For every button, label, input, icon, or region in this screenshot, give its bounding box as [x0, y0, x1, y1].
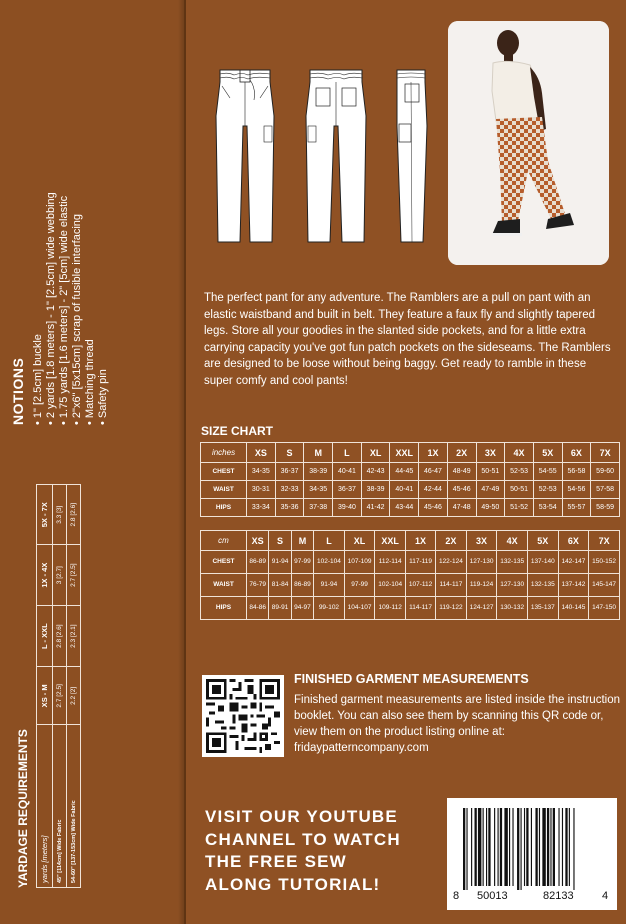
measure-value: 76-79: [247, 574, 269, 597]
measure-value: 30-31: [247, 481, 276, 499]
measure-value: 54-56: [562, 481, 591, 499]
measure-value: 107-112: [406, 574, 436, 597]
measure-value: 127-130: [466, 551, 497, 574]
fold-line: [184, 0, 186, 924]
measure-value: 37-38: [304, 499, 333, 517]
notion-item: • Matching thread: [84, 125, 97, 425]
measure-value: 81-84: [269, 574, 291, 597]
barcode-bar: [471, 808, 472, 886]
youtube-callout-line: ALONG TUTORIAL!: [205, 874, 381, 894]
size-unit-label: inches: [201, 443, 247, 463]
notion-item: • 2 yards [1.8 meters] - 1" [2.5cm] wide webbing: [45, 125, 58, 425]
yardage-row: [67, 485, 81, 888]
measure-value: 34-35: [304, 481, 333, 499]
size-header: 3X: [466, 531, 497, 551]
youtube-callout-line: THE FREE SEW: [205, 852, 347, 871]
measure-value: 40-41: [333, 463, 362, 481]
measure-value: 119-124: [466, 574, 497, 597]
barcode-bar: [562, 808, 563, 886]
barcode-bar: [547, 808, 549, 886]
size-header: 5X: [533, 443, 562, 463]
size-header: XXL: [390, 443, 419, 463]
measure-value: 132-135: [497, 551, 528, 574]
notion-item: • Safety pin: [97, 125, 110, 425]
barcode-bar: [483, 808, 484, 886]
size-chart-inches: [200, 442, 620, 517]
size-header: 1X: [419, 443, 448, 463]
barcode-digits: 82133: [543, 890, 574, 902]
size-header: 6X: [562, 443, 591, 463]
measure-label: WAIST: [201, 574, 247, 597]
size-header: XS: [247, 443, 276, 463]
barcode-bar: [524, 808, 525, 886]
barcode-bar: [526, 808, 528, 886]
measure-value: 97-99: [291, 551, 313, 574]
measure-value: 58-59: [591, 499, 620, 517]
barcode-bar: [509, 808, 510, 886]
measure-value: 41-42: [361, 499, 390, 517]
fabric-width-label: 54-60" [137-153cm] Wide Fabric: [67, 725, 81, 888]
notion-item: • 1.75 yards [1.6 meters] - 2" [5cm] wide elastic: [58, 125, 71, 425]
barcode-bar: [498, 808, 499, 886]
measure-value: 132-135: [527, 574, 558, 597]
size-row-chest: [201, 551, 620, 574]
barcode-bar: [478, 808, 481, 886]
size-header: 1X: [406, 531, 436, 551]
measure-value: 122-124: [436, 551, 467, 574]
notion-item: • 2"x6" [5x15cm] scrap of fusible interfacing: [71, 125, 84, 425]
measure-value: 40-41: [390, 481, 419, 499]
yardage-value: 2.8 [2.6]: [67, 485, 81, 545]
size-header: XL: [344, 531, 375, 551]
notion-item: • 1" [2.5cm] buckle: [32, 125, 45, 425]
barcode-bar: [531, 808, 532, 886]
measure-value: 56-58: [562, 463, 591, 481]
measure-value: 86-89: [247, 551, 269, 574]
size-header: L: [314, 531, 345, 551]
qr-code[interactable]: [202, 675, 284, 757]
measure-value: 57-58: [591, 481, 620, 499]
measure-value: 127-130: [497, 574, 528, 597]
yardage-value: 2.7 [2.5]: [67, 545, 81, 605]
notions-title: NOTIONS: [10, 357, 26, 425]
measure-value: 124-127: [466, 597, 497, 620]
notions-list: [32, 125, 110, 425]
yardage-section: [16, 484, 81, 888]
yardage-row: [53, 485, 67, 888]
measure-value: 135-137: [527, 597, 558, 620]
measure-value: 36-37: [333, 481, 362, 499]
measure-value: 34-35: [247, 463, 276, 481]
barcode-bar: [542, 808, 545, 886]
measure-value: 47-48: [447, 499, 476, 517]
barcode-bar: [517, 808, 519, 890]
measure-value: 36-37: [275, 463, 304, 481]
finished-measurements-title: FINISHED GARMENT MEASUREMENTS: [294, 672, 529, 686]
measure-value: 140-145: [558, 597, 589, 620]
measure-value: 52-53: [505, 463, 534, 481]
yardage-size-header: L - XXL: [37, 605, 53, 667]
measure-value: 150-152: [589, 551, 620, 574]
yardage-size-header: 1X - 4X: [37, 545, 53, 605]
yardage-title: YARDAGE REQUIREMENTS: [16, 729, 30, 888]
measure-value: 45-46: [419, 499, 448, 517]
barcode-bar: [504, 808, 507, 886]
measure-value: 47-49: [476, 481, 505, 499]
measure-value: 114-117: [406, 597, 436, 620]
size-row-hips: [201, 499, 620, 517]
measure-value: 107-109: [344, 551, 375, 574]
youtube-callout-line: CHANNEL TO WATCH: [205, 829, 401, 849]
measure-value: 50-51: [505, 481, 534, 499]
measure-label: HIPS: [201, 597, 247, 620]
measure-value: 55-57: [562, 499, 591, 517]
barcode-bar: [569, 808, 570, 886]
measure-value: 44-45: [390, 463, 419, 481]
size-header: S: [269, 531, 291, 551]
size-header: 4X: [505, 443, 534, 463]
yardage-value: 2.3 [2.1]: [67, 605, 81, 667]
size-header: S: [275, 443, 304, 463]
size-row-chest: [201, 463, 620, 481]
size-unit-label: cm: [201, 531, 247, 551]
measure-value: 117-119: [406, 551, 436, 574]
measure-value: 84-86: [247, 597, 269, 620]
barcode-bar: [494, 808, 495, 886]
measure-value: 89-91: [269, 597, 291, 620]
measure-value: 130-132: [497, 597, 528, 620]
size-header: XXL: [375, 531, 406, 551]
barcode-number: [447, 888, 617, 908]
measure-value: 51-52: [505, 499, 534, 517]
measure-value: 91-94: [269, 551, 291, 574]
measure-value: 145-147: [589, 574, 620, 597]
yardage-value: 3.3 [3]: [53, 485, 67, 545]
measure-value: 53-54: [533, 499, 562, 517]
measure-value: 42-44: [419, 481, 448, 499]
yardage-size-header: XS - M: [37, 667, 53, 725]
size-header-row: [201, 531, 620, 551]
measure-value: 39-40: [333, 499, 362, 517]
measure-value: 109-112: [375, 597, 406, 620]
measure-value: 59-60: [591, 463, 620, 481]
barcode-bar: [553, 808, 555, 886]
measure-value: 97-99: [344, 574, 375, 597]
pants-front-sketch: [214, 66, 276, 250]
pants-back-sketch: [304, 66, 368, 250]
size-chart-cm: [200, 530, 620, 620]
size-header: 2X: [447, 443, 476, 463]
size-header: XL: [361, 443, 390, 463]
size-header: 6X: [558, 531, 589, 551]
barcode-digit: 8: [453, 890, 460, 902]
notions-section: [10, 125, 110, 425]
yardage-units-label: yards [meters]: [37, 725, 53, 888]
measure-label: CHEST: [201, 551, 247, 574]
barcode-digits: 50013: [477, 890, 508, 902]
size-row-hips: [201, 597, 620, 620]
measure-value: 142-147: [558, 551, 589, 574]
size-header: M: [304, 443, 333, 463]
measure-value: 104-107: [344, 597, 375, 620]
upc-barcode: [447, 798, 617, 910]
size-header-row: [201, 443, 620, 463]
size-chart-title: SIZE CHART: [201, 424, 273, 438]
measure-value: 99-102: [314, 597, 345, 620]
measure-value: 102-104: [314, 551, 345, 574]
yardage-value: 2.7 [2.5]: [53, 667, 67, 725]
barcode-bar: [539, 808, 540, 886]
yardage-header-row: [37, 485, 53, 888]
measure-value: 114-117: [436, 574, 467, 597]
barcode-bar: [512, 808, 513, 886]
size-row-waist: [201, 481, 620, 499]
youtube-callout: [205, 806, 445, 896]
youtube-callout-line: VISIT OUR YOUTUBE: [205, 807, 398, 826]
barcode-bar: [466, 808, 467, 890]
barcode-bar: [558, 808, 559, 886]
size-header: XS: [247, 531, 269, 551]
measure-label: HIPS: [201, 499, 247, 517]
size-header: M: [291, 531, 313, 551]
measure-value: 42-43: [361, 463, 390, 481]
yardage-value: 2.2 [2]: [67, 667, 81, 725]
barcode-bar: [488, 808, 490, 886]
model-illustration: [448, 21, 609, 265]
qr-code-icon: [206, 679, 280, 753]
measure-value: 38-39: [304, 463, 333, 481]
measure-value: 45-46: [447, 481, 476, 499]
measure-value: 94-97: [291, 597, 313, 620]
measure-label: WAIST: [201, 481, 247, 499]
product-description: The perfect pant for any adventure. The Ramblers are a pull on pant with an elastic waistband and built in belt. They feature a faux fly and slightly tapered legs. Store all your goodies in the slanted side pockets, and for a little extra carrying capacity you've got fun patch pockets on the sideseams. The Ramblers are designed to be loose without being baggy. Get ready to ramble in these super comfy and cool pants!: [204, 292, 611, 387]
measure-value: 49-50: [476, 499, 505, 517]
measure-value: 38-39: [361, 481, 390, 499]
measure-value: 137-140: [527, 551, 558, 574]
size-header: 4X: [497, 531, 528, 551]
fabric-width-label: 45" [114cm] Wide Fabric: [53, 725, 67, 888]
size-header: 2X: [436, 531, 467, 551]
measure-label: CHEST: [201, 463, 247, 481]
measure-value: 35-36: [275, 499, 304, 517]
measure-value: 33-34: [247, 499, 276, 517]
barcode-bar: [475, 808, 477, 886]
barcode-bars: [447, 798, 617, 890]
measure-value: 102-104: [375, 574, 406, 597]
model-photo: [448, 21, 609, 265]
barcode-bar: [486, 808, 487, 886]
measure-value: 50-51: [476, 463, 505, 481]
yardage-table: [36, 484, 81, 888]
measure-value: 147-150: [589, 597, 620, 620]
barcode-bar: [500, 808, 502, 886]
size-header: 5X: [527, 531, 558, 551]
barcode-bar: [521, 808, 522, 890]
measure-value: 52-53: [533, 481, 562, 499]
barcode-digit: 4: [602, 890, 609, 902]
finished-measurements-text: Finished garment measurements are listed inside the instruction booklet. You can also see them by scanning this QR code or, view them on the product listing online at: fridaypatterncompany.com: [294, 694, 620, 754]
measure-value: 32-33: [275, 481, 304, 499]
measure-value: 137-142: [558, 574, 589, 597]
barcode-bar: [565, 808, 567, 886]
pants-side-sketch: [393, 66, 429, 250]
yardage-value: 3 [2.7]: [53, 545, 67, 605]
size-header: L: [333, 443, 362, 463]
measure-value: 54-55: [533, 463, 562, 481]
measure-value: 119-122: [436, 597, 467, 620]
size-row-waist: [201, 574, 620, 597]
measure-value: 86-89: [291, 574, 313, 597]
barcode-bar: [535, 808, 537, 886]
size-header: 3X: [476, 443, 505, 463]
measure-value: 43-44: [390, 499, 419, 517]
barcode-bar: [573, 808, 574, 890]
size-header: 7X: [589, 531, 620, 551]
measure-value: 46-47: [419, 463, 448, 481]
measure-value: 112-114: [375, 551, 406, 574]
barcode-bar: [463, 808, 465, 890]
barcode-bar: [550, 808, 551, 886]
measure-value: 48-49: [447, 463, 476, 481]
measure-value: 91-94: [314, 574, 345, 597]
yardage-value: 2.8 [2.6]: [53, 605, 67, 667]
yardage-size-header: 5X - 7X: [37, 485, 53, 545]
size-header: 7X: [591, 443, 620, 463]
